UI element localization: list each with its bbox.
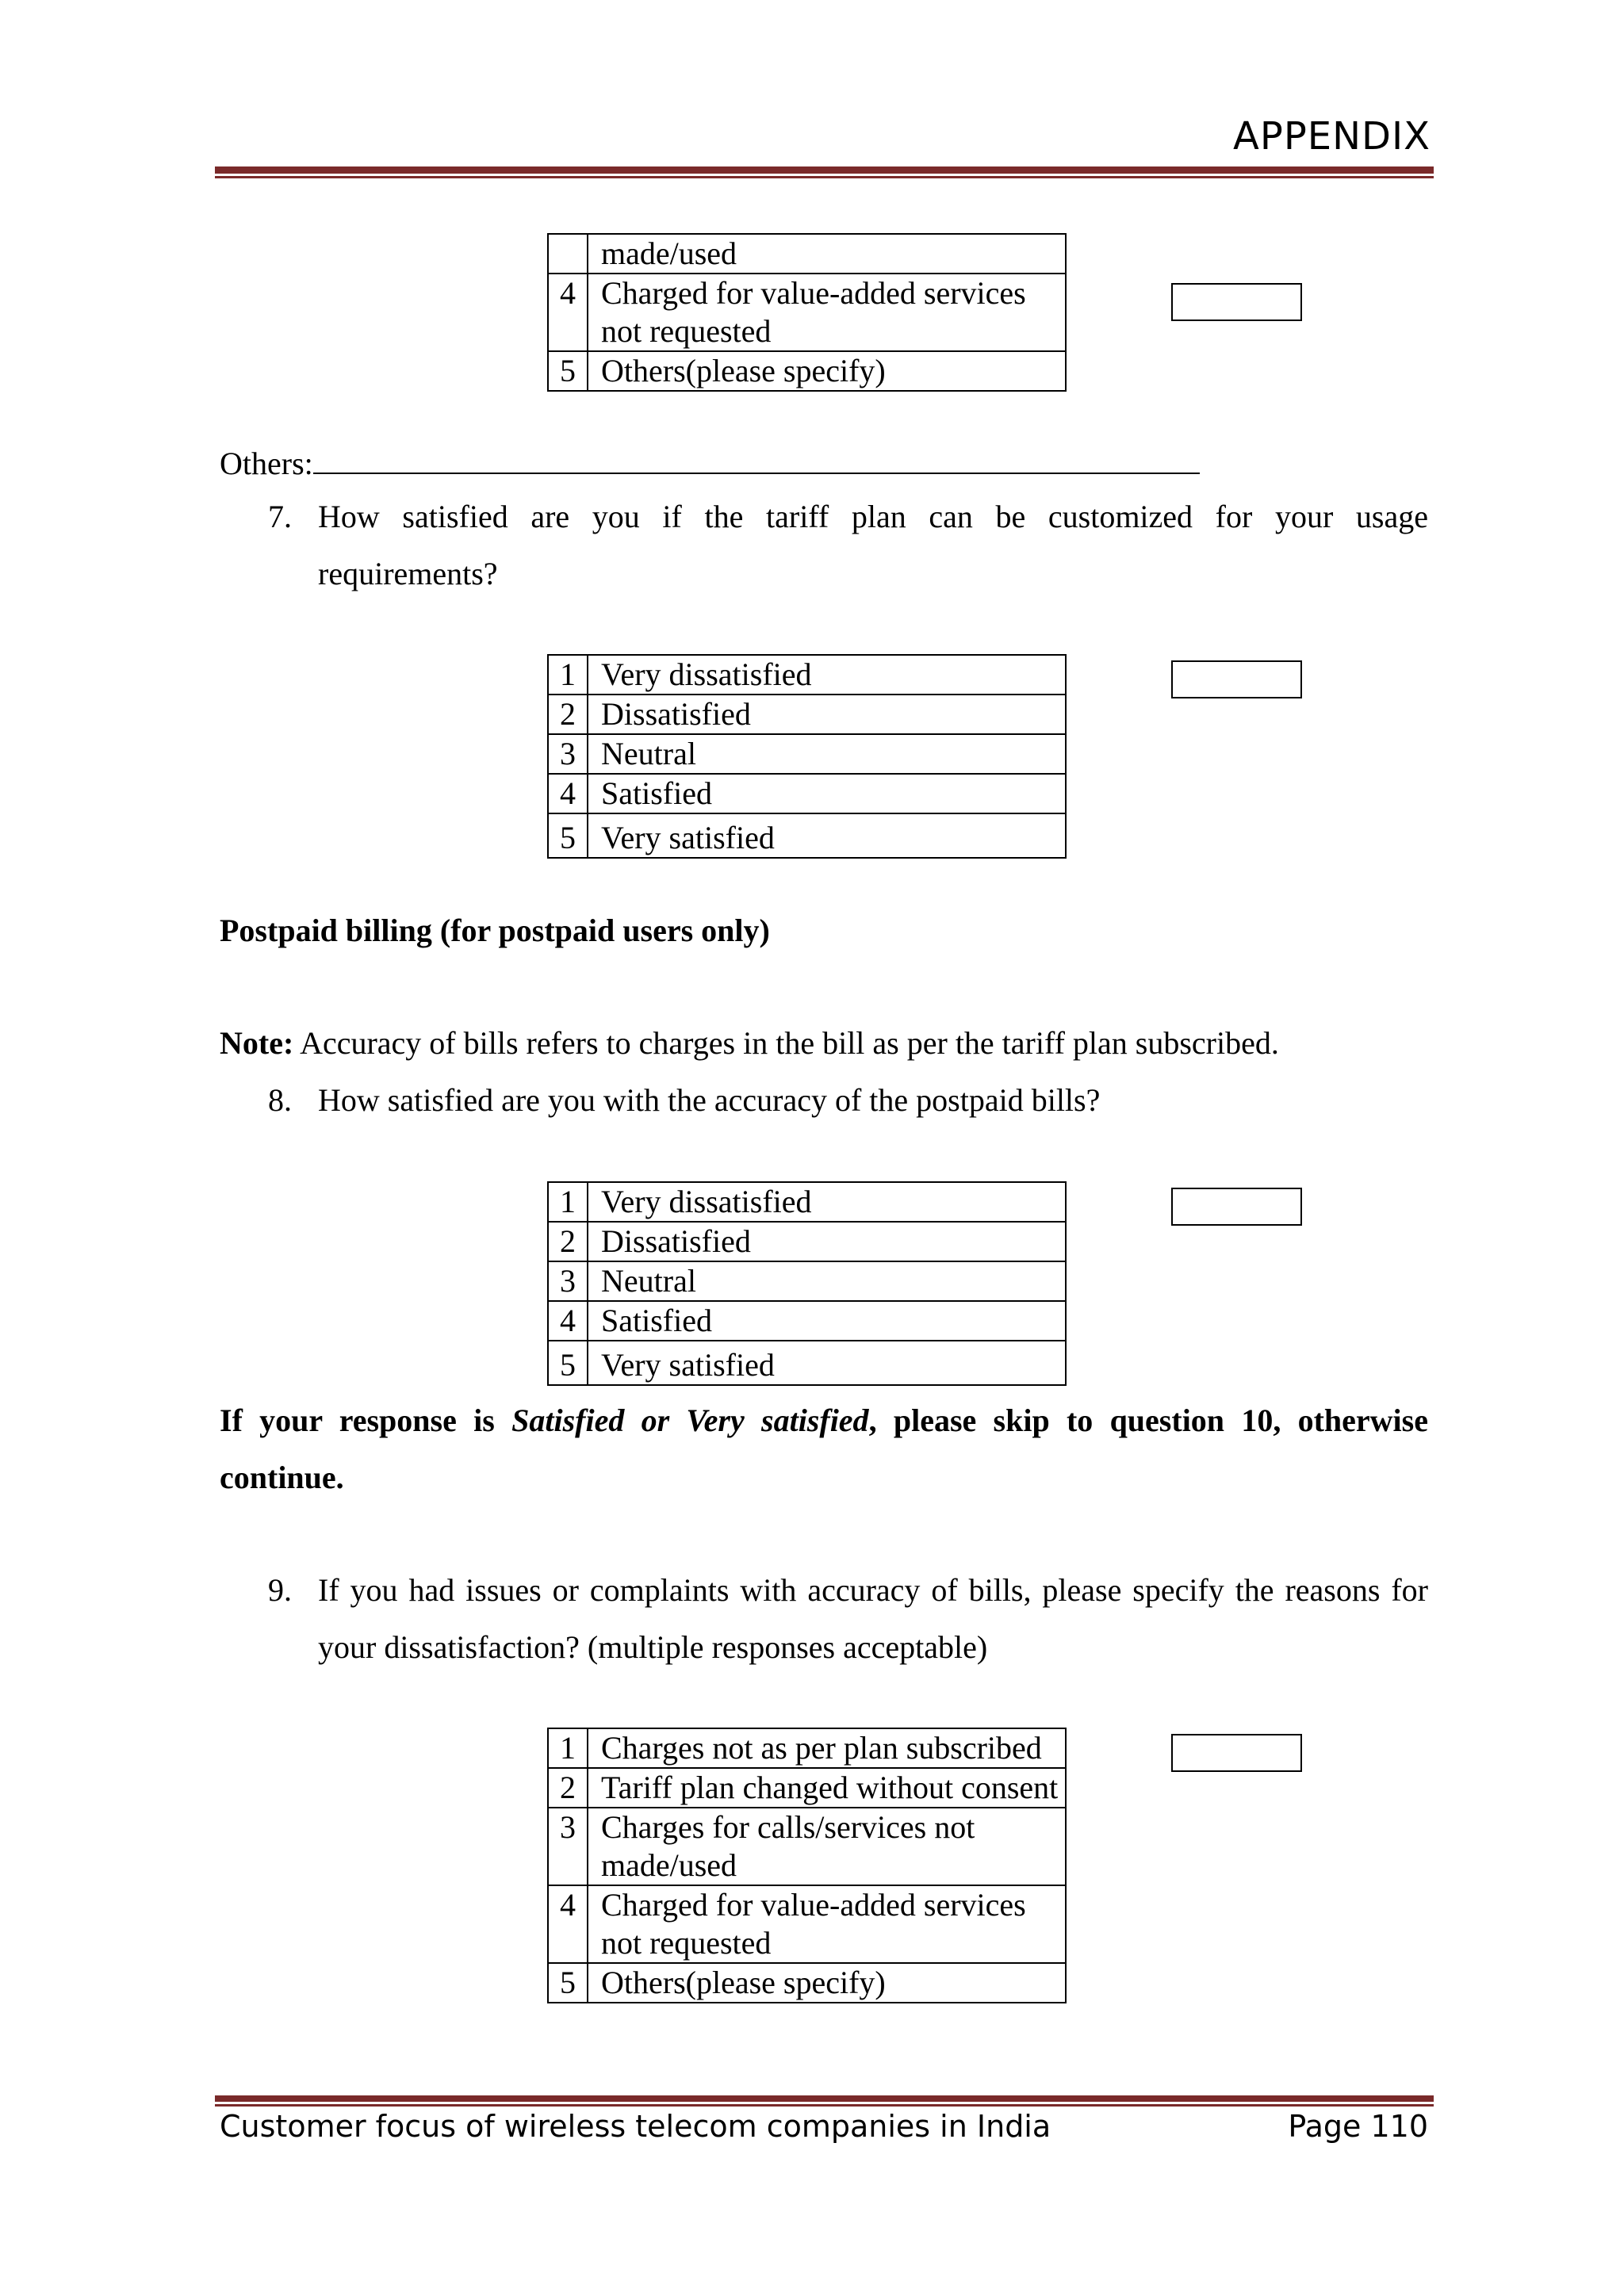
option-text: Satisfied: [588, 774, 1066, 813]
q6-options-table-continued: [547, 233, 1067, 392]
option-text: Satisfied: [588, 1301, 1066, 1341]
option-text: Dissatisfied: [588, 695, 1066, 734]
skip-suffix: , please skip to question 10, otherwise: [868, 1402, 1428, 1438]
footer-title: Customer focus of wireless telecom companies in India: [220, 2109, 1051, 2144]
option-text: Charged for value-added services not requested: [588, 274, 1066, 351]
table-row: [548, 1808, 1066, 1885]
option-number: 1: [548, 1182, 588, 1222]
table-row: [548, 1728, 1066, 1768]
option-number: 1: [548, 655, 588, 695]
option-text: Others(please specify): [588, 1963, 1066, 2003]
option-number: 2: [548, 1768, 588, 1808]
skip-emphasis: Satisfied or Very satisfied: [511, 1402, 869, 1438]
table-row: [548, 774, 1066, 813]
q6-answer-box[interactable]: [1171, 283, 1302, 321]
option-number: 2: [548, 1222, 588, 1261]
others-label: Others:: [220, 446, 313, 481]
option-number: 3: [548, 1808, 588, 1885]
option-number: 3: [548, 1261, 588, 1301]
question-number: 7.: [268, 499, 292, 534]
table-row: [548, 695, 1066, 734]
option-number: 4: [548, 774, 588, 813]
option-number: 4: [548, 1885, 588, 1963]
option-text: Neutral: [588, 734, 1066, 774]
table-row: [548, 1182, 1066, 1222]
table-row: [548, 1963, 1066, 2003]
header-rule: [215, 166, 1434, 178]
question-text: If you had issues or complaints with accuracy of bills, please specify the reasons for: [318, 1572, 1428, 1608]
option-text: made/used: [588, 234, 1066, 274]
q7-answer-box[interactable]: [1171, 660, 1302, 698]
q7-options-table: [547, 654, 1067, 859]
q9-answer-box[interactable]: [1171, 1734, 1302, 1772]
skip-instruction: [220, 1402, 1428, 1440]
option-text: Very dissatisfied: [588, 655, 1066, 695]
option-text: Neutral: [588, 1261, 1066, 1301]
note-text: Accuracy of bills refers to charges in the bill as per the tariff plan subscribed.: [293, 1025, 1279, 1061]
option-text: Dissatisfied: [588, 1222, 1066, 1261]
option-number: 4: [548, 1301, 588, 1341]
option-text: Charges for calls/services not made/used: [588, 1808, 1066, 1885]
table-row: [548, 1222, 1066, 1261]
option-number: [548, 234, 588, 274]
question-text-cont: your dissatisfaction? (multiple responses acceptable): [318, 1629, 988, 1665]
question-number: 9.: [268, 1572, 292, 1608]
option-number: 5: [548, 351, 588, 391]
table-row: [548, 351, 1066, 391]
table-row: [548, 1885, 1066, 1963]
skip-instruction-cont: continue.: [220, 1460, 344, 1495]
question-text: How satisfied are you if the tariff plan can be customized for your usage: [318, 499, 1428, 534]
q8-options-table: [547, 1181, 1067, 1386]
table-row: [548, 1261, 1066, 1301]
table-row: [548, 734, 1066, 774]
option-number: 2: [548, 695, 588, 734]
others-write-in-line[interactable]: [313, 441, 1200, 474]
option-text: Charged for value-added services not requested: [588, 1885, 1066, 1963]
question-number: 8.: [268, 1082, 292, 1118]
section-heading: Postpaid billing (for postpaid users only): [220, 913, 770, 948]
option-number: 5: [548, 1341, 588, 1385]
option-text: Very satisfied: [588, 813, 1066, 858]
option-number: 4: [548, 274, 588, 351]
table-row: [548, 1341, 1066, 1385]
option-text: Very dissatisfied: [588, 1182, 1066, 1222]
table-row: [548, 1301, 1066, 1341]
option-number: 5: [548, 813, 588, 858]
option-number: 1: [548, 1728, 588, 1768]
q8-answer-box[interactable]: [1171, 1188, 1302, 1226]
option-text: Charges not as per plan subscribed: [588, 1728, 1066, 1768]
option-number: 3: [548, 734, 588, 774]
table-row: [548, 655, 1066, 695]
footer-rule: [215, 2095, 1434, 2107]
option-text: Others(please specify): [588, 351, 1066, 391]
option-number: 5: [548, 1963, 588, 2003]
note: [220, 1024, 1279, 1062]
others-line: [220, 441, 1200, 483]
q9-options-table: [547, 1728, 1067, 2003]
table-row: [548, 813, 1066, 858]
note-label: Note:: [220, 1025, 294, 1061]
skip-prefix: If your response is: [220, 1402, 512, 1438]
question-text-cont: requirements?: [318, 556, 498, 591]
table-row: [548, 274, 1066, 351]
page-header-title: APPENDIX: [1233, 114, 1431, 159]
table-row: [548, 1768, 1066, 1808]
page-number: Page 110: [1288, 2109, 1428, 2144]
table-row: [548, 234, 1066, 274]
question-text: How satisfied are you with the accuracy of the postpaid bills?: [318, 1082, 1101, 1118]
option-text: Tariff plan changed without consent: [588, 1768, 1066, 1808]
option-text: Very satisfied: [588, 1341, 1066, 1385]
